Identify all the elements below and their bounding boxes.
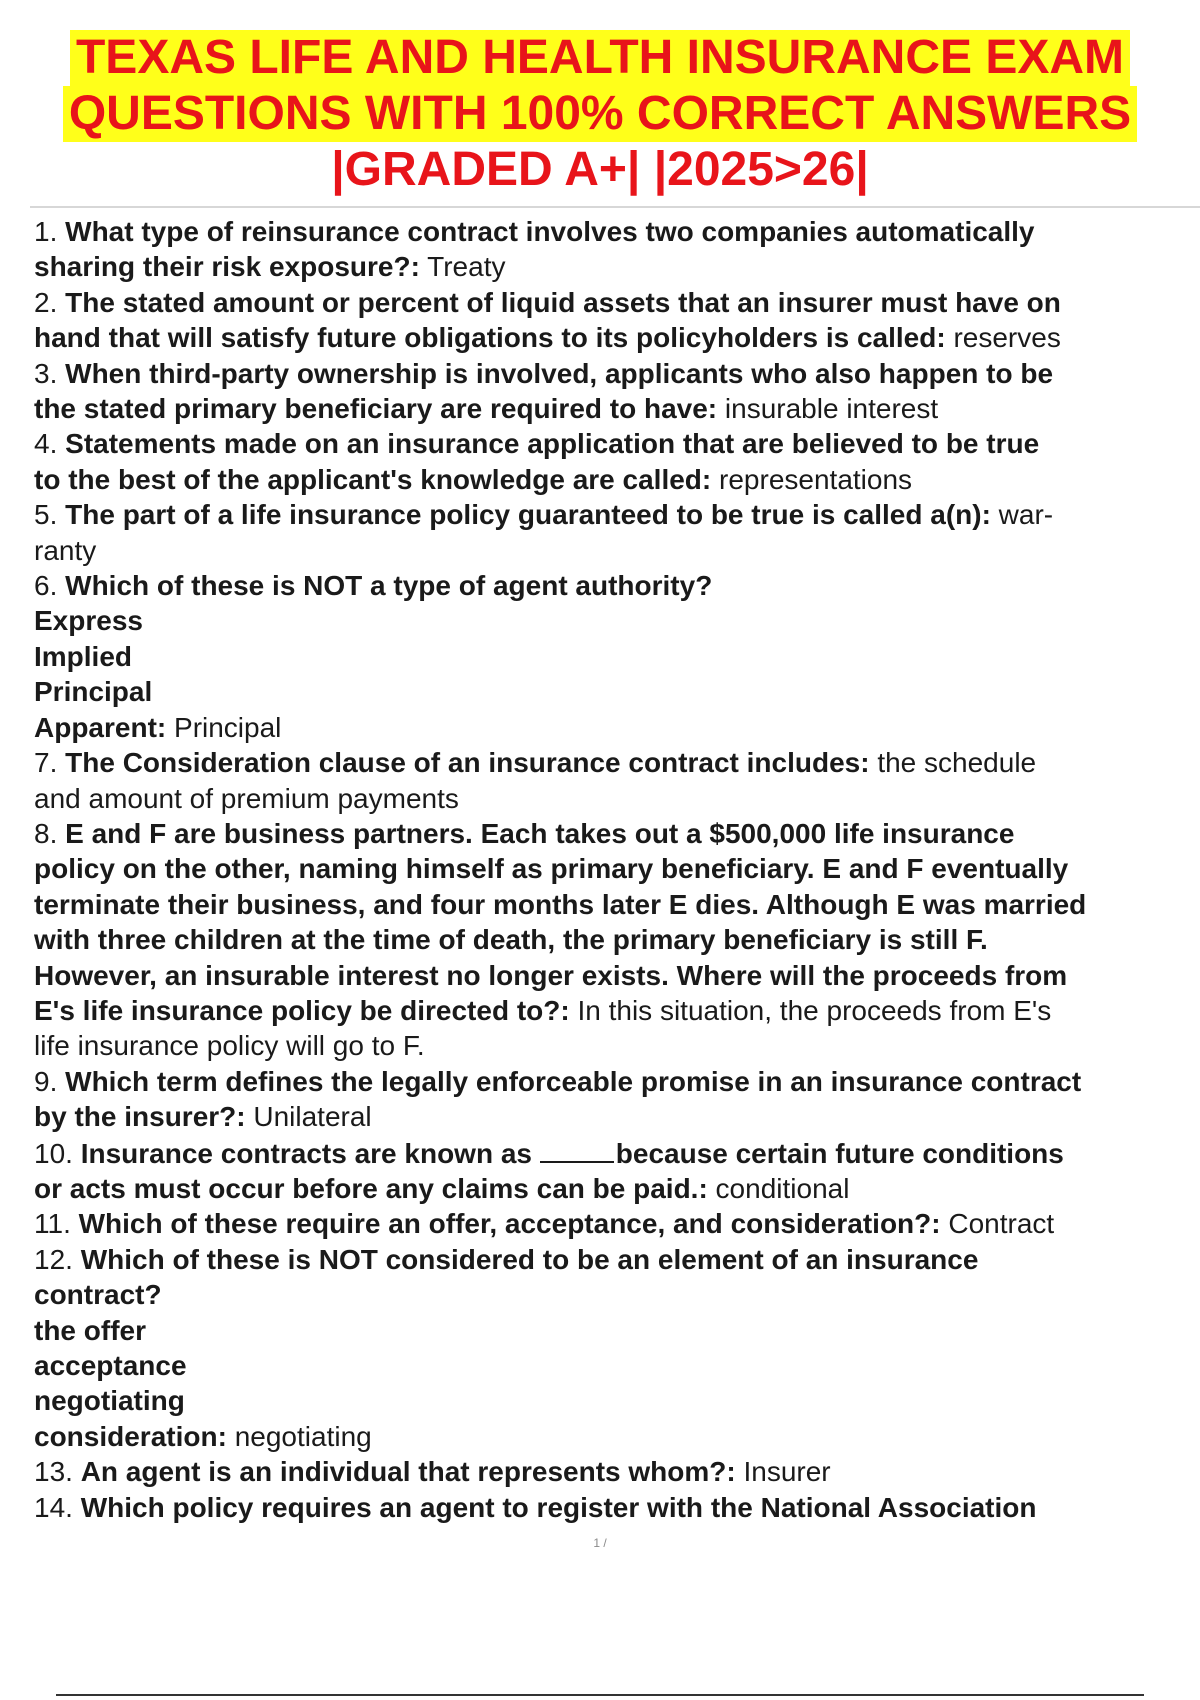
answer-text: ranty	[34, 534, 97, 566]
question-text: sharing their risk exposure?:	[34, 251, 420, 283]
question-text: Which of these is NOT considered to be an element of an insurance	[80, 1243, 979, 1275]
question-number: 5.	[34, 499, 66, 531]
question-text: policy on the other, naming himself as primary beneficiary. E and F eventually	[34, 853, 1069, 885]
answer-text: the schedule	[869, 747, 1037, 779]
option-line	[34, 1383, 1194, 1418]
page-number: 1 /	[593, 1536, 607, 1550]
option-text: negotiating	[34, 1385, 185, 1417]
text-line	[34, 851, 1194, 886]
option-text: Principal	[34, 676, 153, 708]
option-text: the offer	[34, 1314, 146, 1346]
question-text: the stated primary beneficiary are required to have:	[34, 393, 718, 425]
text-line	[34, 426, 1194, 461]
question-text: Which term defines the legally enforceable promise in an insurance contract	[65, 1065, 1082, 1097]
answer-text: Unilateral	[245, 1101, 372, 1133]
question-text: E's life insurance policy be directed to?:	[34, 994, 570, 1026]
text-line	[34, 1135, 1194, 1171]
question-text: contract?	[34, 1279, 162, 1311]
text-line	[34, 497, 1194, 532]
question-text: Statements made on an insurance application that are believed to be true	[65, 428, 1040, 460]
text-line	[34, 1171, 1194, 1206]
text-line	[34, 781, 1194, 816]
question-text: with three children at the time of death, the primary beneficiary is still F.	[34, 924, 988, 956]
answer-text: Contract	[940, 1208, 1055, 1240]
text-line	[34, 285, 1194, 320]
answer-text: life insurance policy will go to F.	[34, 1030, 425, 1062]
text-line	[34, 1099, 1194, 1134]
text-line	[34, 568, 1194, 603]
answer-text: and amount of premium payments	[34, 782, 459, 814]
title-line-3: |GRADED A+| |2025>26|	[331, 143, 869, 196]
text-line	[34, 1490, 1194, 1525]
text-line	[34, 816, 1194, 851]
option-line	[34, 639, 1194, 674]
question-number: 11.	[34, 1208, 79, 1240]
question-text: The stated amount or percent of liquid assets that an insurer must have on	[65, 286, 1061, 318]
option-text: consideration:	[34, 1420, 227, 1452]
text-line	[34, 320, 1194, 355]
question-number: 4.	[34, 428, 66, 460]
answer-text: reserves	[945, 322, 1061, 354]
text-line	[34, 462, 1194, 497]
question-number: 2.	[34, 286, 66, 318]
answer-text: insurable interest	[717, 393, 939, 425]
question-text: An agent is an individual that represents whom?:	[80, 1456, 736, 1488]
question-text: Insurance contracts are known as	[80, 1137, 532, 1169]
question-list	[34, 214, 1194, 1525]
question-text: When third-party ownership is involved, applicants who also happen to be	[65, 357, 1054, 389]
title-line-1: TEXAS LIFE AND HEALTH INSURANCE EXAM	[70, 30, 1130, 86]
text-line	[34, 1242, 1194, 1277]
question-text: E and F are business partners. Each takes out a $500,000 life insurance	[65, 817, 1015, 849]
question-text: The part of a life insurance policy guaranteed to be true is called a(n):	[65, 499, 991, 531]
text-line	[34, 887, 1194, 922]
text-line	[34, 922, 1194, 957]
question-text: The Consideration clause of an insurance contract includes:	[65, 747, 870, 779]
question-number: 12.	[34, 1243, 81, 1275]
question-text: to the best of the applicant's knowledge are called:	[34, 463, 712, 495]
option-line	[34, 603, 1194, 638]
answer-text: Insurer	[735, 1456, 831, 1488]
question-number: 9.	[34, 1065, 66, 1097]
answer-text: war-	[990, 499, 1054, 531]
question-text: Which of these is NOT a type of agent authority?	[65, 570, 713, 602]
answer-text: conditional	[707, 1172, 850, 1204]
question-text: terminate their business, and four months later E dies. Although E was married	[34, 888, 1087, 920]
option-line	[34, 674, 1194, 709]
option-text: acceptance	[34, 1350, 187, 1381]
question-text: by the insurer?:	[34, 1101, 246, 1133]
question-number: 1.	[34, 216, 66, 247]
question-number: 3.	[34, 357, 66, 389]
text-line	[34, 993, 1194, 1028]
question-number: 7.	[34, 747, 66, 779]
title-divider	[30, 206, 1200, 208]
text-line	[34, 1064, 1194, 1099]
text-line	[34, 1028, 1194, 1063]
answer-text: Treaty	[419, 251, 506, 283]
text-line	[34, 533, 1194, 568]
option-text: Implied	[34, 640, 133, 672]
fill-in-blank	[540, 1135, 614, 1163]
question-text: because certain future conditions	[615, 1137, 1064, 1169]
question-text: or acts must occur before any claims can be paid.:	[34, 1172, 708, 1204]
question-number: 13.	[34, 1456, 81, 1488]
option-line	[34, 1419, 1194, 1454]
answer-text: negotiating	[226, 1420, 372, 1452]
text-line	[34, 958, 1194, 993]
text-line	[34, 1277, 1194, 1312]
question-text: Which policy requires an agent to register with the National Association	[80, 1491, 1037, 1523]
text-line	[34, 249, 1194, 284]
option-text: Express	[34, 605, 143, 637]
text-line	[34, 214, 1194, 249]
option-line	[34, 1348, 1194, 1383]
option-line	[34, 1313, 1194, 1348]
option-line	[34, 710, 1194, 745]
answer-text: Principal	[166, 711, 282, 743]
question-number: 10.	[34, 1137, 81, 1169]
document-title	[0, 30, 1200, 198]
question-text: hand that will satisfy future obligations to its policyholders is called:	[34, 322, 946, 354]
answer-text: representations	[711, 463, 913, 495]
text-line	[34, 356, 1194, 391]
question-number: 6.	[34, 570, 66, 602]
option-text: Apparent:	[34, 711, 167, 743]
text-line	[34, 391, 1194, 426]
text-line	[34, 1454, 1194, 1489]
answer-text: In this situation, the proceeds from E's	[569, 994, 1052, 1026]
question-text: However, an insurable interest no longer exists. Where will the proceeds from	[34, 959, 1068, 991]
text-line	[34, 745, 1194, 780]
question-text: What type of reinsurance contract involves two companies automatically	[65, 216, 1035, 247]
title-line-2: QUESTIONS WITH 100% CORRECT ANSWERS	[63, 86, 1137, 142]
text-line	[34, 1206, 1194, 1241]
question-text: Which of these require an offer, acceptance, and consideration?:	[78, 1208, 941, 1240]
question-number: 8.	[34, 817, 66, 849]
footer-divider	[56, 1694, 1144, 1696]
question-number: 14.	[34, 1491, 81, 1523]
